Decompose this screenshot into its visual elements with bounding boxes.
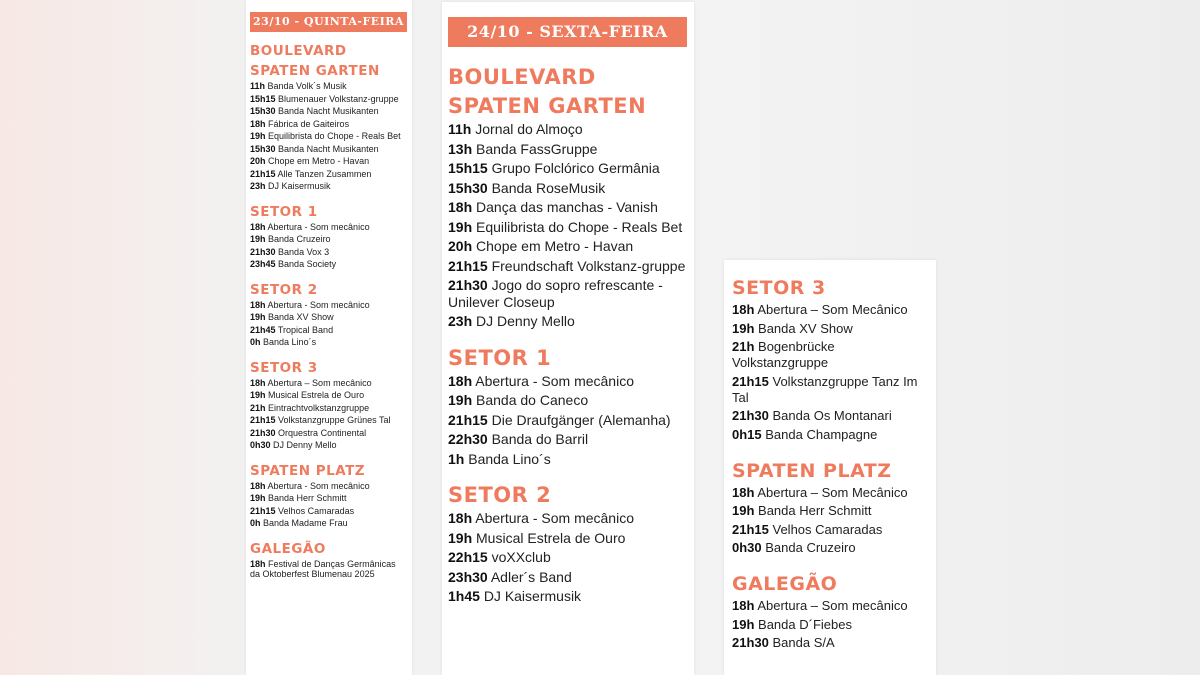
entry-name: DJ Kaisermusik (483, 588, 582, 604)
entry-name: Banda Lino´s (468, 450, 551, 467)
entry-name: Volkstanzgruppe Tanz Im Tal (732, 373, 918, 405)
schedule-entry (448, 588, 688, 605)
entry-name: Banda Nacht Musikanten (278, 106, 379, 116)
entry-name: Jogo do sopro refrescante - Unilever Closeup (448, 277, 663, 310)
entry-time: 21h (250, 402, 266, 413)
venue-section (250, 41, 408, 192)
entry-time: 18h (250, 558, 266, 569)
schedule-entry (250, 378, 408, 389)
schedule-entry (250, 337, 408, 348)
entry-name: Banda D´Fiebes (758, 616, 852, 632)
entry-time: 19h (448, 218, 473, 235)
venue-title: SETOR 2 (250, 281, 318, 298)
schedule-entry (250, 481, 408, 492)
venue-section (732, 570, 928, 651)
venue-title: SETOR 1 (250, 203, 318, 220)
entry-time: 23h (250, 181, 266, 191)
entry-time: 0h30 (732, 540, 762, 555)
venue-title: SETOR 2 (448, 483, 552, 507)
venue-title: GALEGÃO (250, 540, 326, 557)
entry-name: Dança das manchas - Vanish (476, 199, 658, 215)
entry-time: 18h (250, 377, 266, 388)
entry-name: Banda XV Show (758, 320, 853, 336)
entry-name: Abertura – Som Mecânico (757, 484, 908, 500)
schedule-entry (732, 321, 928, 337)
entry-time: 21h15 (250, 415, 276, 425)
schedule-body (250, 41, 408, 580)
entry-time: 22h30 (448, 431, 488, 447)
entry-name: Banda Herr Schmitt (268, 493, 347, 503)
schedule-entry (250, 234, 408, 245)
entry-time: 21h15 (250, 168, 276, 179)
entry-time: 23h (448, 313, 473, 329)
entry-time: 15h30 (250, 106, 276, 116)
schedule-entry (448, 313, 688, 330)
entry-name: Banda Madame Frau (263, 518, 348, 528)
schedule-entry (732, 635, 928, 651)
entry-time: 20h (250, 156, 266, 166)
entry-time: 18h (448, 510, 473, 526)
schedule-entry (732, 617, 928, 633)
entry-time: 19h (732, 616, 755, 632)
entry-time: 23h45 (250, 259, 276, 269)
entry-time: 18h (448, 199, 473, 215)
schedule-entry (732, 427, 928, 443)
venue-title: SETOR 3 (250, 359, 318, 376)
entry-name: Banda Nacht Musikanten (278, 143, 379, 154)
entry-name: Banda Champagne (765, 426, 878, 442)
schedule-entry (448, 219, 688, 236)
schedule-entry (250, 156, 408, 167)
venue-section (250, 202, 408, 270)
schedule-entry (448, 569, 688, 586)
entry-name: Adler´s Band (490, 568, 572, 585)
venue-section (250, 280, 408, 348)
venue-section (448, 481, 688, 605)
venue-title: SPATEN PLATZ (250, 462, 366, 479)
entry-name: DJ Kaisermusik (268, 181, 331, 191)
entry-name: Abertura – Som Mecânico (757, 302, 908, 317)
entry-time: 18h (732, 598, 755, 613)
schedule-entry (448, 141, 688, 158)
entry-time: 15h30 (250, 143, 276, 154)
schedule-entry (250, 144, 408, 155)
entry-time: 0h30 (250, 440, 271, 450)
entry-time: 18h (250, 221, 266, 232)
entry-name: Abertura – Som mecânico (267, 377, 372, 388)
entry-time: 19h (732, 503, 755, 518)
entry-name: Abertura – Som mecânico (757, 598, 908, 613)
entry-name: Abertura - Som mecânico (267, 221, 370, 232)
venue-title: SETOR 1 (448, 345, 552, 370)
entry-name: Banda do Barril (491, 431, 589, 447)
entry-time: 0h15 (732, 426, 762, 442)
entry-time: 18h (250, 118, 266, 129)
entry-time: 19h (448, 392, 473, 408)
schedule-entry (448, 530, 688, 547)
schedule-entry (250, 415, 408, 426)
entry-time: 18h (732, 484, 755, 500)
schedule-entry (448, 180, 688, 197)
entry-name: Abertura - Som mecânico (475, 372, 634, 389)
entry-time: 1h (448, 450, 465, 467)
venue-section (250, 461, 408, 529)
schedule-entry (250, 506, 408, 517)
schedule-entry (250, 403, 408, 414)
entry-name: DJ Denny Mello (273, 440, 337, 450)
entry-time: 19h (250, 493, 266, 503)
venue-section (250, 358, 408, 451)
entry-name: Orquestra Continental (278, 427, 367, 438)
entry-time: 22h15 (448, 549, 488, 565)
venue-title: BOULEVARD (250, 43, 347, 59)
entry-time: 21h15 (448, 411, 488, 428)
entry-time: 21h30 (250, 427, 276, 438)
schedule-entry (732, 522, 928, 538)
entry-time: 21h30 (448, 277, 488, 293)
schedule-entry (250, 94, 408, 105)
entry-time: 11h (250, 81, 266, 91)
venue-title: GALEGÃO (732, 573, 838, 595)
schedule-entry (448, 238, 688, 255)
schedule-entry (250, 222, 408, 233)
venue-section (732, 274, 928, 443)
schedule-entry (732, 302, 928, 318)
schedule-entry (448, 431, 688, 448)
entry-time: 18h (448, 372, 473, 389)
entry-name: Volkstanzgruppe Grünes Tal (278, 415, 391, 425)
schedule-body (448, 63, 688, 605)
entry-name: Banda Society (278, 259, 337, 269)
entry-time: 21h15 (732, 521, 769, 537)
schedule-entry (448, 549, 688, 566)
entry-time: 1h45 (448, 588, 480, 604)
venue-section (250, 539, 408, 580)
schedule-entry (448, 451, 688, 468)
schedule-entry (250, 131, 408, 142)
entry-name: Blumenauer Volkstanz-gruppe (278, 93, 399, 104)
entry-time: 0h (250, 337, 261, 347)
entry-time: 19h (732, 320, 755, 336)
entry-name: Abertura - Som mecânico (475, 510, 634, 526)
venue-title: BOULEVARD (448, 65, 596, 89)
entry-name: Banda Lino´s (263, 337, 317, 347)
entry-name: Banda RoseMusik (491, 179, 606, 196)
entry-name: Eintrachtvolkstanzgruppe (268, 402, 370, 413)
entry-name: Musical Estrela de Ouro (268, 390, 365, 400)
entry-name: Chope em Metro - Havan (268, 156, 370, 166)
entry-name: Alle Tanzen Zusammen (277, 168, 372, 179)
entry-time: 11h (448, 121, 472, 137)
entry-name: Chope em Metro - Havan (476, 238, 634, 254)
entry-time: 21h45 (250, 324, 276, 335)
schedule-entry (250, 247, 408, 258)
entry-name: Fábrica de Gaiteiros (268, 118, 350, 129)
entry-time: 21h30 (732, 408, 769, 423)
entry-time: 20h (448, 238, 473, 254)
schedule-entry (448, 510, 688, 527)
schedule-card-friday (442, 2, 694, 675)
venue-section (448, 63, 688, 330)
entry-name: Velhos Camaradas (772, 521, 883, 537)
schedule-entry (250, 119, 408, 130)
schedule-entry (448, 392, 688, 409)
schedule-entry (732, 339, 928, 371)
entry-time: 18h (732, 302, 755, 317)
entry-name: Abertura - Som mecânico (267, 480, 370, 491)
entry-time: 21h30 (732, 635, 769, 650)
schedule-entry (250, 312, 408, 323)
entry-name: Jornal do Almoço (475, 121, 583, 137)
entry-time: 19h (250, 131, 266, 141)
schedule-entry (448, 258, 688, 275)
entry-time: 19h (250, 234, 266, 244)
entry-name: Banda FassGruppe (476, 140, 598, 157)
entry-name: Musical Estrela de Ouro (476, 529, 626, 546)
entry-time: 18h (250, 480, 266, 491)
entry-name: Bogenbrücke Volkstanzgruppe (732, 339, 835, 370)
schedule-entry (250, 325, 408, 336)
schedule-card-thursday (246, 0, 412, 675)
venue-title: SPATEN PLATZ (732, 459, 892, 482)
schedule-entry (250, 300, 408, 311)
entry-name: Banda XV Show (268, 312, 334, 322)
schedule-entry (448, 412, 688, 429)
entry-time: 0h (250, 518, 261, 528)
entry-time: 21h (732, 339, 755, 354)
entry-name: DJ Denny Mello (476, 313, 575, 329)
schedule-entry (250, 81, 408, 92)
venue-title: SPATEN GARTEN (448, 94, 647, 118)
schedule-entry (448, 160, 688, 177)
venue-section (448, 344, 688, 468)
entry-time: 15h15 (250, 93, 276, 104)
entry-time: 19h (448, 529, 473, 546)
entry-time: 13h (448, 140, 473, 157)
schedule-entry (250, 559, 408, 580)
entry-name: Banda Os Montanari (772, 408, 892, 423)
entry-time: 21h15 (250, 505, 276, 516)
schedule-entry (250, 518, 408, 529)
schedule-entry (448, 373, 688, 390)
entry-name: Equilibrista do Chope - Reals Bet (476, 218, 683, 235)
entry-name: Die Draufgänger (Alemanha) (491, 411, 671, 428)
schedule-entry (250, 390, 408, 401)
entry-name: Banda Cruzeiro (765, 540, 856, 555)
entry-time: 18h (250, 299, 266, 310)
entry-name: Velhos Camaradas (278, 505, 355, 516)
entry-name: Abertura - Som mecânico (267, 299, 370, 310)
schedule-entry (250, 169, 408, 180)
entry-name: Banda S/A (772, 635, 835, 650)
entry-name: Equilibrista do Chope - Reals Bet (268, 131, 401, 141)
entry-name: Banda Cruzeiro (268, 234, 331, 244)
schedule-body (732, 274, 928, 651)
date-banner: 24/10 - SEXTA-FEIRA (448, 17, 687, 47)
entry-name: Banda Herr Schmitt (758, 503, 872, 518)
entry-name: Banda Vox 3 (278, 246, 330, 257)
entry-name: Banda Volk´s Musik (267, 81, 347, 91)
entry-name: Banda do Caneco (476, 392, 589, 408)
schedule-entry (732, 540, 928, 556)
entry-time: 19h (250, 312, 266, 322)
schedule-entry (250, 259, 408, 270)
schedule-entry (250, 106, 408, 117)
schedule-entry (250, 440, 408, 451)
schedule-entry (732, 598, 928, 614)
entry-time: 23h30 (448, 568, 488, 585)
entry-name: voXXclub (491, 549, 551, 565)
entry-time: 21h15 (732, 373, 769, 389)
venue-section (732, 457, 928, 557)
entry-name: Festival de Danças Germânicas da Oktoberfest Blumenau 2025 (250, 558, 396, 579)
schedule-entry (250, 493, 408, 504)
schedule-entry (732, 408, 928, 424)
venue-title: SETOR 3 (732, 277, 826, 299)
schedule-entry (732, 374, 928, 406)
entry-name: Freundschaft Volkstanz-gruppe (491, 257, 686, 274)
schedule-card-friday-continued (724, 260, 936, 675)
date-banner: 23/10 - QUINTA-FEIRA (250, 12, 407, 32)
schedule-entry (448, 199, 688, 216)
schedule-entry (250, 428, 408, 439)
entry-name: Grupo Folclórico Germânia (491, 160, 660, 176)
schedule-entry (448, 277, 688, 310)
schedule-entry (732, 503, 928, 519)
entry-name: Tropical Band (277, 324, 334, 335)
entry-time: 15h15 (448, 160, 488, 176)
schedule-entry (448, 121, 688, 138)
entry-time: 21h30 (250, 246, 276, 257)
schedule-entry (250, 181, 408, 192)
venue-title: SPATEN GARTEN (250, 63, 380, 79)
entry-time: 21h15 (448, 257, 488, 274)
entry-time: 19h (250, 390, 266, 400)
entry-time: 15h30 (448, 179, 488, 196)
schedule-entry (732, 485, 928, 501)
